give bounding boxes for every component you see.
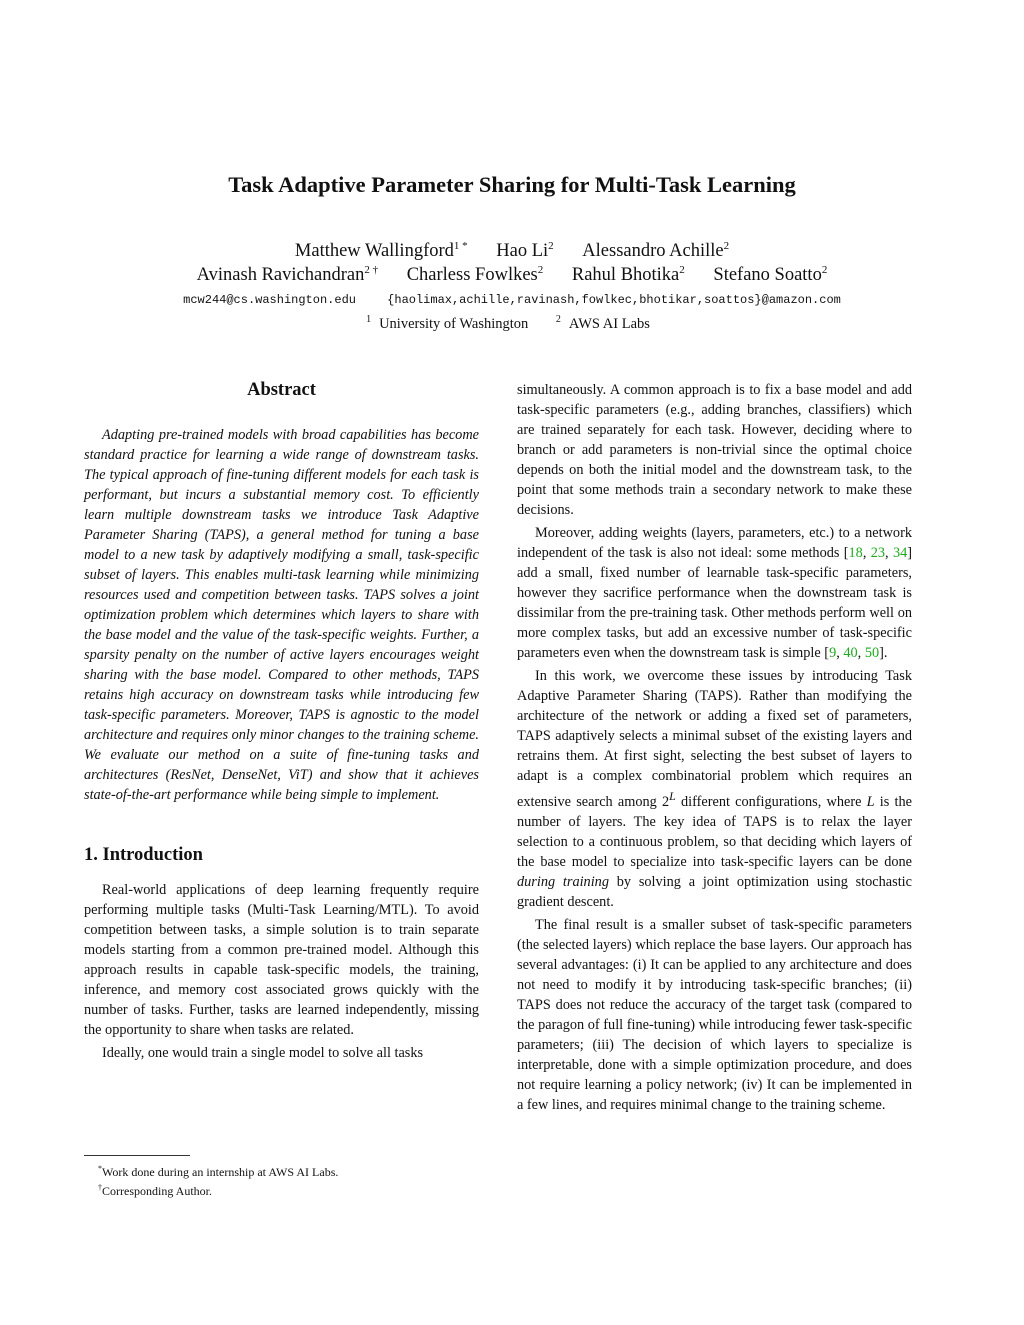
author: Charless Fowlkes$^2$ <box>406 264 544 286</box>
email-uw: mcw244@cs.washington.edu <box>183 293 356 307</box>
email-amazon: {haolimax,achille,ravinash,fowlkec,bhotikar,soattos}@amazon.com <box>387 293 841 307</box>
author: Alessandro Achille$^2$ <box>582 240 730 262</box>
footnote: †Corresponding Author. <box>98 1183 212 1198</box>
abstract-text: Adapting pre-trained models with broad capabilities has become standard practice for learning a wide range of downstream tasks. The typical approach of fine-tuning different models for each task is performant, but incurs a substantial memory cost. To efficiently learn multiple downstream tasks we introduce Task Adaptive Parameter Sharing (TAPS), a general method for tuning a base model to a new task by adaptively modifying a small, task-specific subset of layers. This enables multi-task learning while minimizing resources used and competition between tasks. TAPS solves a joint optimization problem which determines which layers to share with the base model and the value of the task-specific weights. Further, a sparsity penalty on the number of active layers encourages weight sharing with the base model. Compared to other methods, TAPS retains high accuracy on downstream tasks while introducing few task-specific parameters. Moreover, TAPS is agnostic to the model architecture and requires only minor changes to the training scheme. We evaluate our method on a suite of fine-tuning tasks and architectures (ResNet, DenseNet, ViT) and show that it achieves state-of-the-art performance while being simple to implement. <box>84 427 479 803</box>
affiliation: $^2$ AWS AI Labs <box>555 314 650 332</box>
intro-paragraph-6: The final result is a smaller subset of task-specific parameters (the selected layers) which replace the base layers. Our approach has several advantages: (i) It can be applied to any architecture and does not need to modify it by introducing task-specific branches; (ii) TAPS does not reduce the accuracy of the target task (compared to the paragon of full fine-tuning) while introducing fewer task-specific parameters; (iii) The decision of which layers to specialize is interpretable, done with a simple optimization procedure, and does not require learning a policy network; (iv) It can be implemented in a few lines, and requires minimal change to the training scheme. <box>517 916 912 1113</box>
footnotes <box>84 1161 479 1199</box>
abstract-heading: Abstract <box>247 380 316 400</box>
author: Hao Li$^2$ <box>496 240 554 262</box>
intro-paragraph-2: Ideally, one would train a single model to solve all tasks <box>102 1045 424 1061</box>
intro-paragraph-3: simultaneously. A common approach is to fix a base model and add task-specific parameters (e.g., adding branches, classifiers) which are trained separately for each task. However, deciding where to branch or add parameters is non-trivial since the optimal choice depends on both the initial model and the downstream task, to the point that some methods train a secondary network to make these decisions. <box>517 382 912 518</box>
left-column <box>84 380 479 1063</box>
affiliations <box>0 314 1024 333</box>
footnote: *Work done during an internship at AWS AI Labs. <box>98 1164 339 1179</box>
citation-link[interactable]: 18 <box>848 545 863 561</box>
right-column <box>517 380 912 1115</box>
author: Stefano Soatto$^2$ <box>713 264 828 286</box>
citation-link[interactable]: 34 <box>892 545 908 561</box>
author: Matthew Wallingford$^{1 *}$ <box>294 240 468 262</box>
author: Avinash Ravichandran$^{2 \dagger}$ <box>196 264 379 286</box>
citation-link[interactable]: 50 <box>864 645 880 661</box>
intro-paragraph-1: Real-world applications of deep learning frequently require performing multiple tasks (Multi-Task Learning/MTL). To avoid competition between tasks, a simple solution is to train separate models starting from a common pre-trained model. Although this approach results in capable task-specific models, the training, inference, and memory cost associated grows quickly with the number of tasks. Further, tasks are learned independently, missing the opportunity to share when tasks are related. <box>84 882 479 1038</box>
author-row-2 <box>0 264 1024 286</box>
affiliation: $^1$ University of Washington <box>366 314 529 332</box>
author-emails <box>0 293 1024 307</box>
author-row-1 <box>0 240 1024 262</box>
intro-paragraph-5: In this work, we overcome these issues by introducing Task Adaptive Parameter Sharing (TAPS). Rather than modifying the architecture of the network or adding a fixed set of parameters, TAPS adaptively selects a minimal subset of the existing layers and retrains them. At first sight, selecting the best subset of layers to adapt is a complex combinatorial problem which requires an extensive search among $2^L$ different configurations, where L is the number of layers. The key idea of TAPS is to relax the layer selection to a continuous problem, so that deciding which layers of the base model to specialize into task-specific layers can be done during training by solving a joint optimization using stochastic gradient descent. <box>517 668 912 910</box>
citation-link[interactable]: 23 <box>870 545 886 561</box>
footnote-rule <box>84 1155 190 1156</box>
paper-title: Task Adaptive Parameter Sharing for Multi-Task Learning <box>228 172 796 197</box>
intro-paragraph-4: Moreover, adding weights (layers, parameters, etc.) to a network independent of the task is also not ideal: some methods [18, 23, 34] add a small, fixed number of learnable task-specific parameters, however they sacrifice performance when the downstream task is dissimilar from the pre-training task. Other methods perform well on more complex tasks, but add an excessive number of task-specific parameters even when the downstream task is simple [9, 40, 50]. <box>517 525 912 661</box>
citation-link[interactable]: 40 <box>843 645 858 661</box>
citation-link[interactable]: 9 <box>829 645 837 661</box>
author: Rahul Bhotika$^2$ <box>571 264 685 286</box>
section-heading-introduction: 1. Introduction <box>84 845 203 865</box>
